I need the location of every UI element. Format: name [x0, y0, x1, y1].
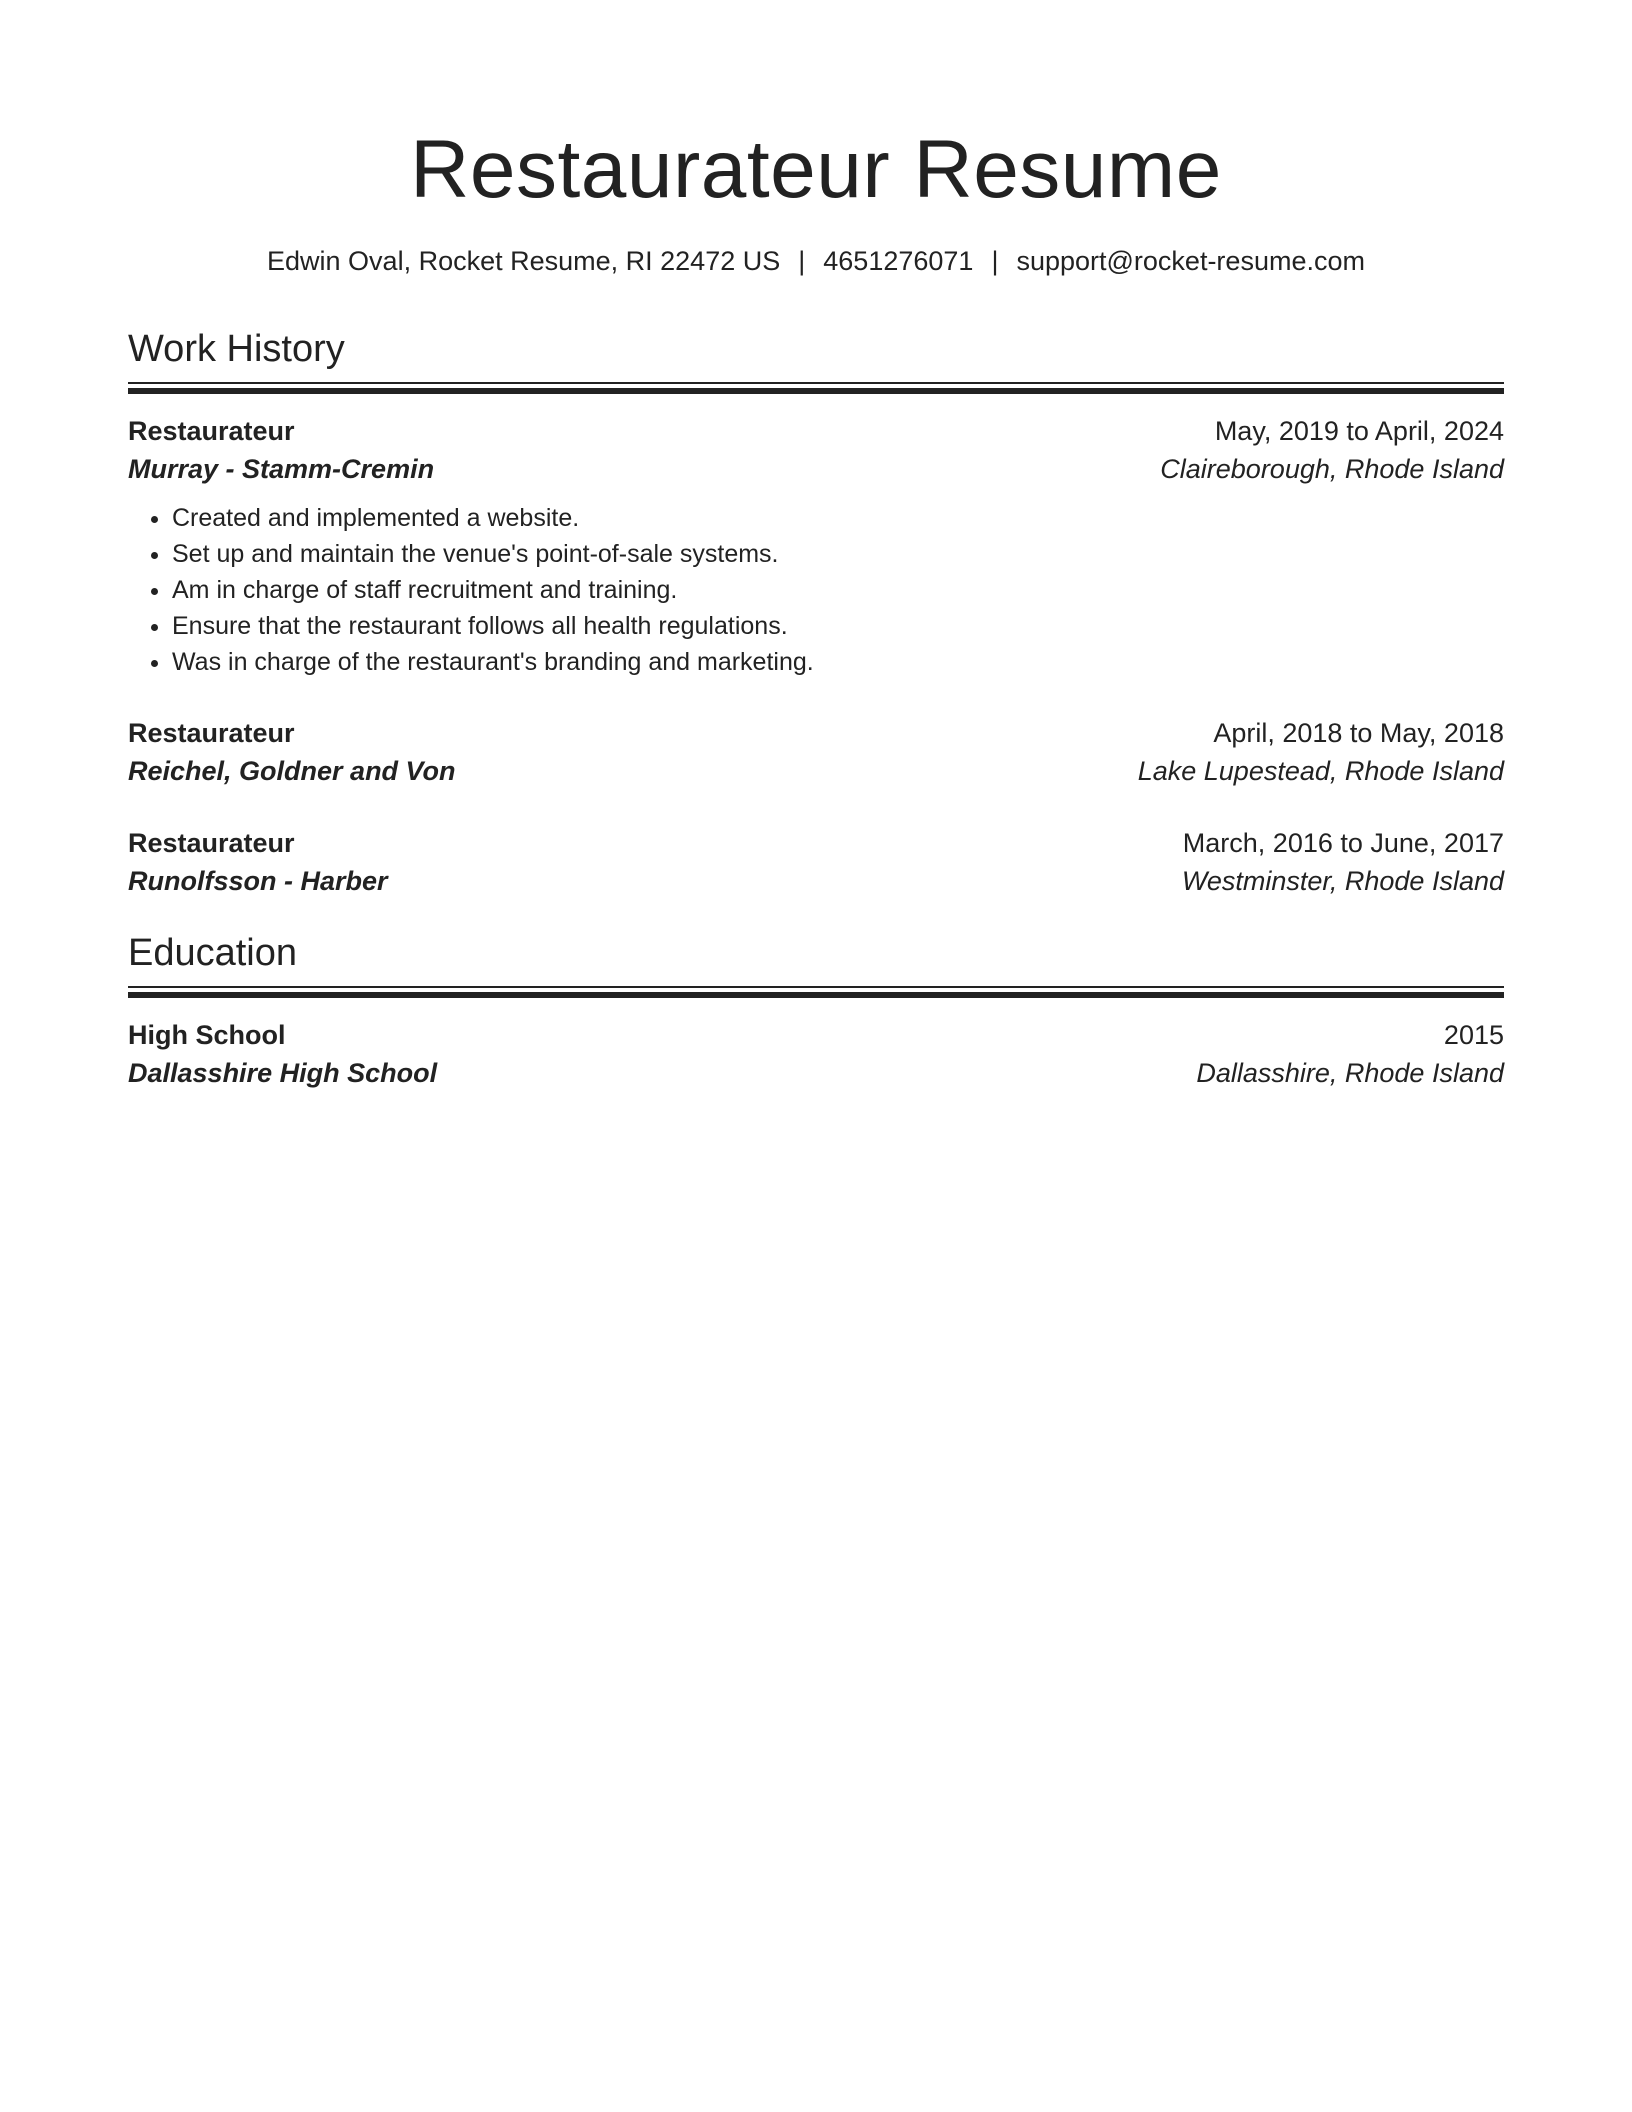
- job-dates: March, 2016 to June, 2017: [1182, 828, 1504, 858]
- job-title: Restaurateur: [128, 416, 295, 446]
- job-bullet: • Was in charge of the restaurant's branding and marketing.: [172, 644, 1504, 680]
- contact-separator: |: [798, 246, 806, 276]
- job-location: Claireborough, Rhode Island: [1160, 454, 1504, 484]
- job-company: Reichel, Goldner and Von: [128, 756, 456, 786]
- education-degree: High School: [128, 1020, 286, 1050]
- contact-address: Edwin Oval, Rocket Resume, RI 22472 US: [267, 246, 781, 276]
- education-year: 2015: [1443, 1020, 1504, 1050]
- section-divider: [128, 986, 1504, 998]
- section-divider: [128, 382, 1504, 394]
- contact-separator: |: [991, 246, 999, 276]
- job-title: Restaurateur: [128, 718, 295, 748]
- contact-email: support@rocket-resume.com: [1016, 246, 1365, 276]
- job-entry: [128, 412, 1504, 680]
- job-bullet-list: [128, 500, 1504, 680]
- job-dates: April, 2018 to May, 2018: [1213, 718, 1504, 748]
- job-company: Murray - Stamm-Cremin: [128, 454, 435, 484]
- job-entry: [128, 824, 1504, 900]
- education-heading: Education: [128, 932, 298, 974]
- job-title: Restaurateur: [128, 828, 295, 858]
- education-location: Dallasshire, Rhode Island: [1196, 1058, 1504, 1088]
- education-section: [128, 930, 1504, 1092]
- job-location: Westminster, Rhode Island: [1181, 866, 1504, 896]
- job-company: Runolfsson - Harber: [128, 866, 388, 896]
- job-entry: [128, 714, 1504, 790]
- contact-phone: 4651276071: [823, 246, 974, 276]
- job-dates: May, 2019 to April, 2024: [1214, 416, 1504, 446]
- work-history-heading: Work History: [128, 328, 345, 370]
- education-entry: [128, 1016, 1504, 1092]
- education-school: Dallasshire High School: [128, 1058, 438, 1088]
- contact-line: [128, 244, 1504, 278]
- job-bullet: • Am in charge of staff recruitment and training.: [172, 572, 1504, 608]
- resume-title: Restaurateur Resume: [410, 124, 1222, 215]
- work-history-section: [128, 326, 1504, 900]
- job-bullet: • Set up and maintain the venue's point-of-sale systems.: [172, 536, 1504, 572]
- job-location: Lake Lupestead, Rhode Island: [1137, 756, 1504, 786]
- job-bullet: • Created and implemented a website.: [172, 500, 1504, 536]
- job-bullet: • Ensure that the restaurant follows all health regulations.: [172, 608, 1504, 644]
